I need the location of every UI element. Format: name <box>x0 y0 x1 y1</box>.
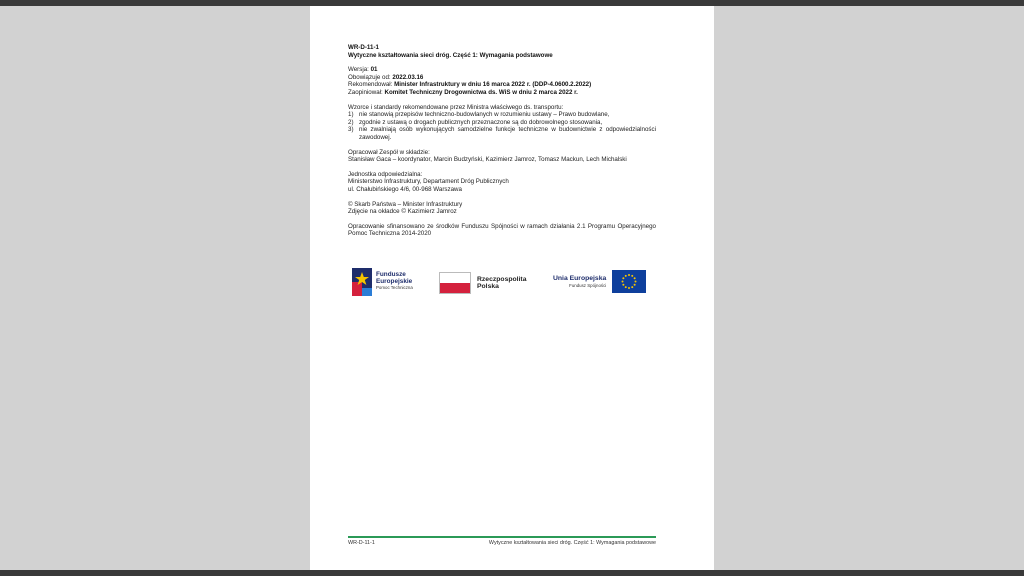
polish-flag-icon <box>439 272 471 294</box>
unit-label: Jednostka odpowiedzialna: <box>348 170 423 178</box>
reviewed-value: Komitet Techniczny Drogownictwa ds. WiS w dniu 2 marca 2022 r. <box>384 88 578 96</box>
unit-name: Ministerstwo Infrastruktury, Departament Dróg Publicznych <box>348 178 509 186</box>
list-item-number: 3) <box>348 126 354 134</box>
funding-note: Opracowanie sfinansowano ze środków Funduszu Spójności w ramach działania 2.1 Programu Operacyjnego Pomoc Techniczna 2014-2020 <box>348 222 656 238</box>
document-page <box>310 6 714 570</box>
recommended-line <box>348 81 656 89</box>
footer-code: WR-D-11-1 <box>348 540 375 546</box>
funding-logos <box>352 268 652 298</box>
recommended-value: Minister Infrastruktury w dniu 16 marca 2022 r. (DDP-4.0600.2.2022) <box>394 81 592 89</box>
copyright: © Skarb Państwa – Minister Infrastruktury <box>348 200 463 208</box>
list-item <box>348 119 656 127</box>
version-value: 01 <box>370 66 378 74</box>
valid-from-value: 2022.03.16 <box>392 73 424 81</box>
reviewed-line <box>348 89 656 97</box>
team-members: Stanisław Gaca – koordynator, Marcin Budzyński, Kazimierz Jamroz, Tomasz Mackun, Lech Michalski <box>348 156 627 164</box>
reviewed-label: Zaopiniował: <box>348 88 383 96</box>
standards-intro: Wzorce i standardy rekomendowane przez Ministra właściwego ds. transportu: <box>348 103 564 111</box>
recommended-label: Rekomendował: <box>348 81 393 89</box>
fe-line2: Europejskie <box>376 277 413 285</box>
unia-europejska-logo <box>553 270 646 293</box>
eu-line1: Unia Europejska <box>553 274 607 282</box>
rzeczpospolita-polska-logo <box>439 272 526 294</box>
pl-line2: Polska <box>477 283 499 290</box>
fe-sub: Pomoc Techniczna <box>376 285 413 291</box>
viewer-bottom-bar <box>0 570 1024 576</box>
pl-line1: Rzeczpospolita <box>477 276 527 283</box>
team-label: Opracował Zespół w składzie: <box>348 148 430 156</box>
photo-credit: Zdjęcie na okładce © Kazimierz Jamroz <box>348 208 457 216</box>
version-line <box>348 66 656 74</box>
valid-from-line <box>348 74 656 82</box>
page-footer <box>348 540 656 546</box>
fundusze-europejskie-logo <box>352 268 413 296</box>
list-item <box>348 111 656 119</box>
footer-rule <box>348 536 656 538</box>
fe-line1: Fundusze <box>376 271 406 279</box>
fe-star-icon <box>352 268 372 296</box>
list-item <box>348 126 656 141</box>
list-item-number: 2) <box>348 118 354 126</box>
list-item-text: nie stanowią przepisów techniczno-budowlanych w rozumieniu ustawy – Prawo budowlane, <box>359 111 610 119</box>
eu-flag-icon <box>612 270 646 293</box>
eu-sub: Fundusz Spójności <box>569 282 607 288</box>
list-item-number: 1) <box>348 111 354 119</box>
unit-address: ul. Chałubińskiego 4/6, 00-968 Warszawa <box>348 185 462 193</box>
page-content <box>348 44 656 238</box>
document-code: WR-D-11-1 <box>348 44 379 51</box>
list-item-text: zgodnie z ustawą o drogach publicznych przeznaczone są do dobrowolnego stosowania, <box>359 118 603 126</box>
valid-from-label: Obowiązuje od: <box>348 73 391 81</box>
document-title: Wytyczne kształtowania sieci dróg. Część 1: Wymagania podstawowe <box>348 51 553 59</box>
footer-title: Wytyczne kształtowania sieci dróg. Część 1: Wymagania podstawowe <box>488 540 656 546</box>
list-item-text: nie zwalniają osób wykonujących samodzielne funkcje techniczne w budownictwie z odpowiedzialności zawodowej. <box>359 126 656 141</box>
version-label: Wersja: <box>348 66 369 74</box>
